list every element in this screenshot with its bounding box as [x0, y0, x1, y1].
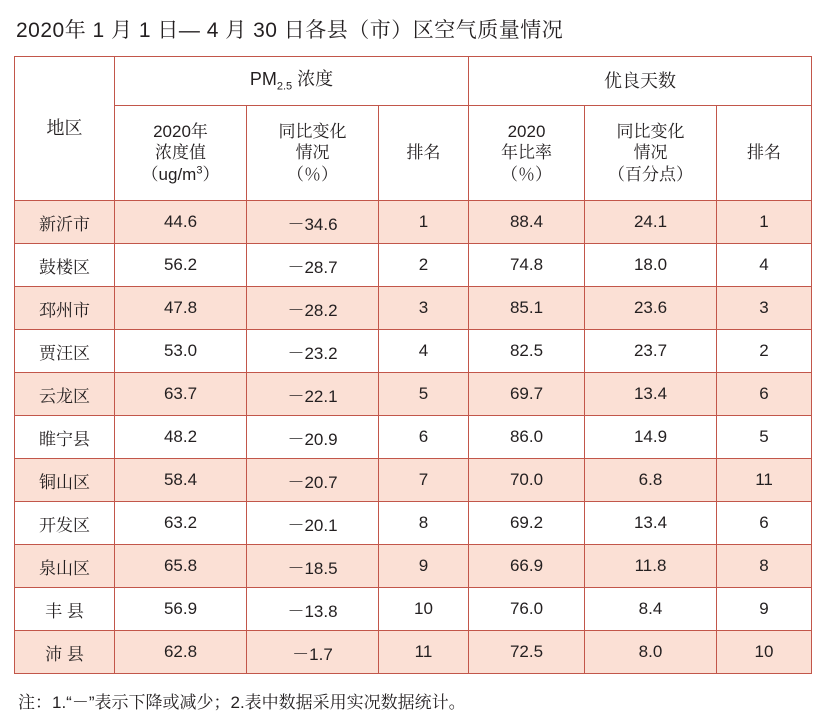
cell-good-rate: 85.1	[469, 287, 585, 330]
cell-pm-rank: 3	[379, 287, 469, 330]
cell-good-rate: 86.0	[469, 416, 585, 459]
column-group-pm25	[115, 57, 469, 106]
cell-good-rate: 66.9	[469, 545, 585, 588]
column-header-region: 地区	[15, 57, 115, 201]
table-row	[15, 545, 812, 588]
cell-good-rank: 10	[717, 631, 812, 674]
cell-pm-change: －34.6	[247, 201, 379, 244]
cell-region: 丰 县	[15, 588, 115, 631]
cell-pm-rank: 2	[379, 244, 469, 287]
cell-good-rank: 4	[717, 244, 812, 287]
cell-pm-change: －23.2	[247, 330, 379, 373]
cell-region: 开发区	[15, 502, 115, 545]
cell-good-rate: 70.0	[469, 459, 585, 502]
cell-good-rank: 1	[717, 201, 812, 244]
cell-pm-rank: 11	[379, 631, 469, 674]
cell-region: 鼓楼区	[15, 244, 115, 287]
cell-good-rank: 5	[717, 416, 812, 459]
cell-pm-rank: 9	[379, 545, 469, 588]
table-note: 注：1.“－”表示下降或减少；2.表中数据采用实况数据统计。	[18, 693, 466, 712]
cell-pm-rank: 7	[379, 459, 469, 502]
cell-pm-change: －22.1	[247, 373, 379, 416]
table-row	[15, 373, 812, 416]
cell-good-change: 11.8	[585, 545, 717, 588]
column-header-pm-change	[247, 106, 379, 201]
cell-good-change: 8.0	[585, 631, 717, 674]
cell-pm-rank: 8	[379, 502, 469, 545]
good-change-line1: 同比变化	[616, 122, 685, 142]
cell-pm-rank: 6	[379, 416, 469, 459]
good-rank-line1: 排名	[747, 143, 782, 163]
cell-pm-change: －28.2	[247, 287, 379, 330]
cell-region: 睢宁县	[15, 416, 115, 459]
cell-good-rate: 82.5	[469, 330, 585, 373]
cell-good-change: 23.6	[585, 287, 717, 330]
cell-pm-change: －1.7	[247, 631, 379, 674]
cell-good-rate: 69.2	[469, 502, 585, 545]
cell-region: 沛 县	[15, 631, 115, 674]
cell-good-rank: 11	[717, 459, 812, 502]
cell-good-change: 8.4	[585, 588, 717, 631]
cell-pm-change: －20.1	[247, 502, 379, 545]
cell-good-change: 18.0	[585, 244, 717, 287]
table-subheader-row	[15, 106, 812, 201]
pm-change-line2: 情况	[295, 143, 330, 163]
table-row	[15, 631, 812, 674]
cell-region: 铜山区	[15, 459, 115, 502]
column-header-good-change	[585, 106, 717, 201]
page-title: 2020年 1 月 1 日— 4 月 30 日各县（市）区空气质量情况	[16, 19, 564, 42]
good-rate-line2: 年比率	[501, 143, 552, 163]
cell-pm-value: 65.8	[115, 545, 247, 588]
cell-pm-value: 48.2	[115, 416, 247, 459]
table-row	[15, 330, 812, 373]
cell-region: 新沂市	[15, 201, 115, 244]
table-row	[15, 201, 812, 244]
pm-value-line2: 浓度值	[155, 143, 206, 163]
cell-pm-value: 56.2	[115, 244, 247, 287]
cell-pm-change: －13.8	[247, 588, 379, 631]
column-header-good-rank	[717, 106, 812, 201]
column-header-pm-value	[115, 106, 247, 201]
pm-value-line3: $(ug/m^3)$	[141, 163, 220, 184]
air-quality-table	[14, 56, 812, 674]
pm25-label-main: PM	[249, 68, 277, 89]
column-group-good-days: 优良天数	[469, 57, 812, 106]
cell-pm-value: 63.2	[115, 502, 247, 545]
cell-pm-value: 47.8	[115, 287, 247, 330]
cell-pm-rank: 1	[379, 201, 469, 244]
cell-good-rate: 76.0	[469, 588, 585, 631]
cell-region: 泉山区	[15, 545, 115, 588]
good-rate-line1: 2020	[507, 122, 546, 142]
cell-region: 贾汪区	[15, 330, 115, 373]
cell-good-rate: 72.5	[469, 631, 585, 674]
cell-good-rank: 6	[717, 502, 812, 545]
table-row	[15, 502, 812, 545]
cell-pm-change: －20.9	[247, 416, 379, 459]
cell-pm-value: 62.8	[115, 631, 247, 674]
table-head	[15, 57, 812, 201]
cell-pm-change: －20.7	[247, 459, 379, 502]
column-header-pm-rank	[379, 106, 469, 201]
cell-good-rank: 2	[717, 330, 812, 373]
cell-good-change: 24.1	[585, 201, 717, 244]
cell-pm-value: 53.0	[115, 330, 247, 373]
table-body	[15, 201, 812, 674]
cell-good-change: 14.9	[585, 416, 717, 459]
cell-good-rank: 3	[717, 287, 812, 330]
cell-pm-value: 44.6	[115, 201, 247, 244]
cell-pm-rank: 4	[379, 330, 469, 373]
cell-pm-value: 58.4	[115, 459, 247, 502]
pm25-label-tail: 浓度	[292, 68, 334, 89]
cell-good-rank: 9	[717, 588, 812, 631]
pm-rank-line1: 排名	[406, 143, 441, 163]
cell-region: 邳州市	[15, 287, 115, 330]
table-row	[15, 416, 812, 459]
cell-pm-rank: 5	[379, 373, 469, 416]
cell-good-rank: 6	[717, 373, 812, 416]
cell-pm-value: 56.9	[115, 588, 247, 631]
cell-good-rate: 69.7	[469, 373, 585, 416]
cell-good-change: 13.4	[585, 373, 717, 416]
cell-good-change: 13.4	[585, 502, 717, 545]
cell-good-rate: 74.8	[469, 244, 585, 287]
cell-pm-change: －18.5	[247, 545, 379, 588]
good-change-line2: 情况	[633, 143, 668, 163]
good-rate-line3: （％）	[501, 164, 552, 184]
pm25-label-sub: 2.5	[276, 80, 293, 93]
cell-pm-rank: 10	[379, 588, 469, 631]
cell-good-rank: 8	[717, 545, 812, 588]
cell-pm-change: －28.7	[247, 244, 379, 287]
table-row	[15, 588, 812, 631]
column-header-good-rate	[469, 106, 585, 201]
cell-good-change: 23.7	[585, 330, 717, 373]
cell-region: 云龙区	[15, 373, 115, 416]
good-change-line3: （百分点）	[608, 164, 693, 184]
table-row	[15, 459, 812, 502]
pm-change-line3: （％）	[287, 164, 338, 184]
cell-good-change: 6.8	[585, 459, 717, 502]
table-group-header-row	[15, 57, 812, 106]
table-row	[15, 287, 812, 330]
pm-value-line1: 2020年	[153, 122, 208, 142]
cell-pm-value: 63.7	[115, 373, 247, 416]
cell-good-rate: 88.4	[469, 201, 585, 244]
table-row	[15, 244, 812, 287]
pm-change-line1: 同比变化	[278, 122, 347, 142]
